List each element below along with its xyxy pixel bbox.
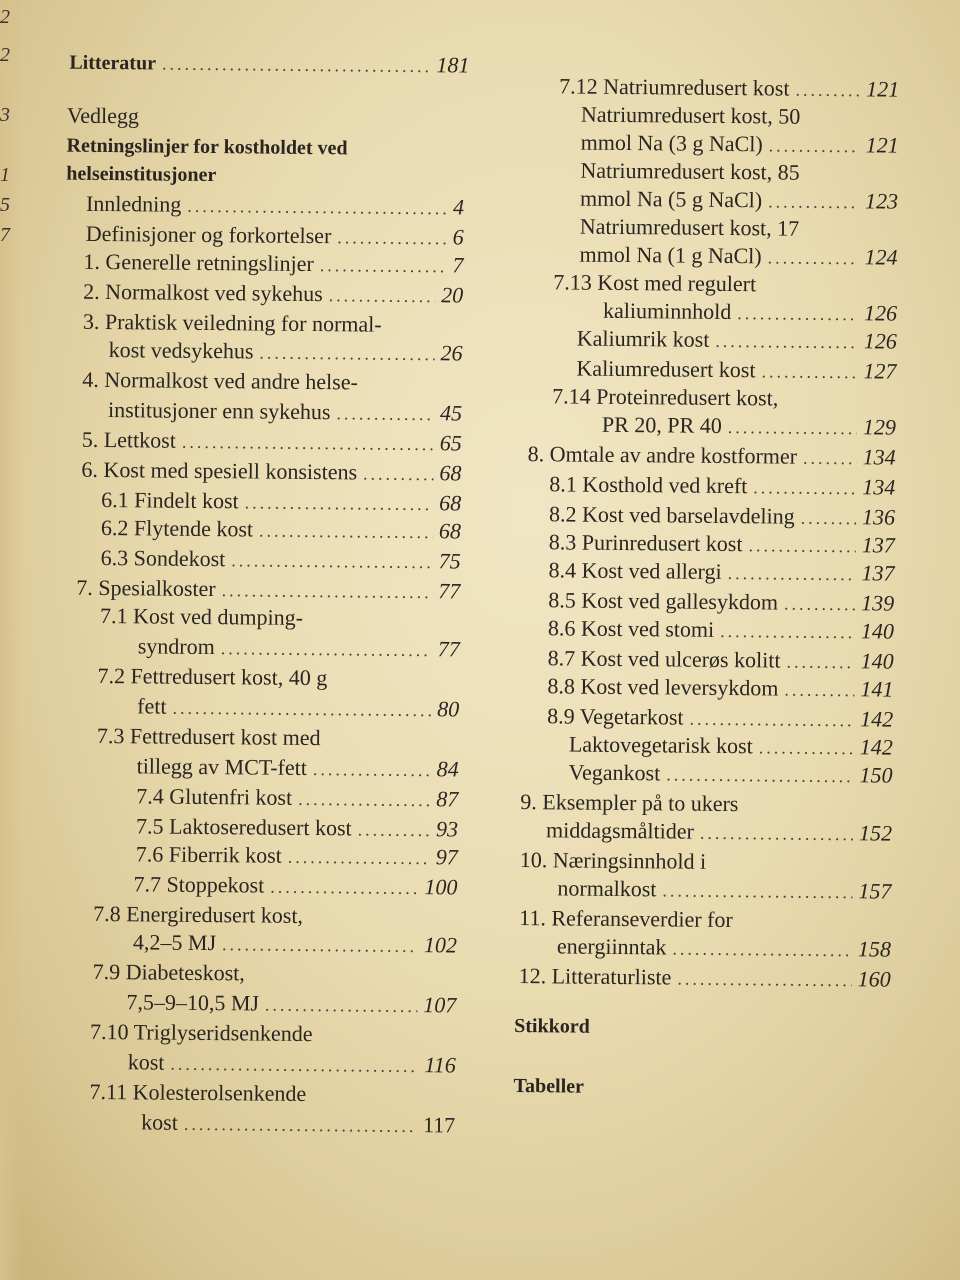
page-gutter	[0, 0, 22, 1280]
toc-entry-text: Laktovegetarisk kost	[568, 731, 753, 759]
toc-entry-text: normalkost	[557, 875, 657, 902]
toc-entry-text: 7.9 Diabeteskost,	[92, 958, 245, 986]
leader-dots	[162, 49, 431, 82]
toc-entry-page: 152	[858, 820, 893, 846]
toc-entry-text: 6.3 Sondekost	[100, 544, 226, 572]
toc-entry-text: 8.2 Kost ved barselavdeling	[548, 501, 795, 529]
toc-entry-text: mmol Na (5 g NaCl)	[580, 185, 763, 213]
toc-entry	[548, 555, 894, 588]
toc-entry-text: kost	[141, 1109, 179, 1135]
section-tabeller: Tabeller	[513, 1074, 585, 1098]
toc-entry-text: Definisjoner og forkortelser	[85, 220, 332, 249]
toc-entry	[83, 277, 463, 311]
toc-entry-page: 116	[424, 1052, 456, 1078]
toc-entry-page: 77	[438, 578, 461, 604]
toc-entry-text: Innledning	[85, 190, 182, 217]
leader-dots	[720, 616, 855, 647]
leader-dots	[666, 759, 854, 791]
leader-dots	[358, 814, 431, 845]
toc-entry-litteratur	[69, 47, 469, 81]
toc-entry-page: 142	[859, 734, 893, 760]
toc-entry	[82, 365, 462, 399]
toc-entry	[137, 691, 459, 724]
toc-entry-text: 7.7 Stoppekost	[133, 871, 265, 898]
toc-entry-text: energiinntak	[556, 933, 667, 960]
toc-entry-page: 181	[436, 52, 470, 78]
toc-entry-page: 75	[438, 548, 461, 574]
toc-entry-page: 45	[439, 400, 463, 426]
toc-entry-page: 160	[857, 966, 891, 992]
toc-entry	[133, 869, 457, 902]
toc-entry	[133, 927, 457, 960]
toc-entry-text: 9. Eksempler på to ukers	[520, 789, 739, 817]
toc-entry	[101, 543, 461, 576]
leader-dots	[795, 75, 860, 106]
toc-entry-text: 7,5–9–10,5 MJ	[126, 989, 260, 1016]
toc-entry-text: 7.5 Laktoseredusert kost	[135, 813, 352, 841]
toc-entry-text: 8.1 Kosthold ved kreft	[549, 471, 748, 499]
toc-entry-page: 136	[861, 504, 896, 530]
toc-entry-text: 7. Spesialkoster	[76, 574, 216, 602]
toc-entry	[138, 631, 460, 664]
toc-entry-text: 7.12 Natriumredusert kost	[559, 73, 790, 101]
leader-dots	[184, 1109, 417, 1141]
leader-dots	[677, 964, 852, 996]
toc-entry	[90, 1017, 456, 1051]
section-heading: helseinstitusjoner	[66, 162, 217, 187]
leader-dots	[700, 818, 853, 849]
toc-entry-text: 10. Næringsinnhold i	[519, 847, 707, 874]
toc-entry-text: 2. Normalkost ved sykehus	[83, 278, 323, 307]
leader-dots	[265, 990, 418, 1021]
toc-entry-text: Vegankost	[568, 759, 661, 786]
toc-entry-page: 87	[436, 786, 459, 812]
toc-entry	[128, 1047, 456, 1080]
leader-dots	[313, 754, 431, 785]
toc-entry-page: 158	[857, 936, 892, 962]
toc-entry-text: 8.7 Kost ved ulcerøs kolitt	[547, 645, 781, 673]
toc-entry-text: 8.6 Kost ved stomi	[547, 615, 715, 642]
toc-entry-text: Litteratur	[69, 51, 157, 75]
toc-entry-page: 93	[435, 816, 459, 842]
section-heading: Retningslinjer for kostholdet ved	[66, 134, 348, 160]
leader-dots	[753, 472, 856, 503]
toc-entry-text: 4,2–5 MJ	[132, 929, 217, 956]
toc-entry-text: 12. Litteraturliste	[518, 963, 672, 990]
toc-entry-page: 6	[452, 224, 464, 250]
toc-entry-text: 4. Normalkost ved andre helse-	[82, 366, 359, 395]
leader-dots	[801, 503, 857, 534]
leader-dots	[259, 338, 434, 370]
leader-dots	[221, 633, 432, 665]
toc-entry-text: 7.14 Proteinredusert kost,	[552, 383, 779, 411]
toc-entry-text: 7.3 Fettredusert kost med	[96, 722, 321, 751]
toc-entry-text: 1. Generelle retningslinjer	[83, 248, 314, 277]
toc-entry-text: kost vedsykehus	[108, 337, 254, 364]
toc-entry-page: 134	[862, 474, 896, 500]
leader-dots	[182, 427, 434, 459]
toc-entry-text: 7.13 Kost med regulert	[553, 269, 757, 297]
leader-dots	[803, 443, 857, 474]
leader-dots	[259, 516, 433, 548]
toc-entry-page: 7	[452, 252, 464, 278]
toc-entry	[83, 247, 463, 281]
toc-entry-page: 124	[864, 244, 898, 270]
toc-entry-page: 117	[422, 1112, 456, 1138]
toc-entry-text: PR 20, PR 40	[601, 411, 722, 438]
toc-entry-page: 97	[435, 844, 458, 870]
toc-entry	[126, 987, 456, 1020]
toc-entry	[602, 410, 896, 443]
toc-entry-page: 123	[864, 188, 899, 214]
toc-entry-text: 8.4 Kost ved allergi	[548, 557, 722, 584]
toc-entry-text: 3. Praktisk veiledning for normal-	[82, 308, 382, 337]
leader-dots	[270, 872, 418, 903]
toc-entry	[93, 957, 457, 990]
toc-entry-text: 11. Referanseverdier for	[519, 905, 733, 933]
toc-entry-page: 126	[863, 300, 898, 326]
toc-entry-page: 129	[862, 414, 897, 440]
leader-dots	[187, 191, 447, 223]
toc-entry-page: 140	[860, 618, 895, 644]
toc-entry-text: 8.5 Kost ved gallesykdom	[548, 587, 779, 615]
toc-entry-text: 7.10 Triglyseridsenkende	[89, 1018, 313, 1047]
toc-entry	[547, 671, 893, 704]
toc-entry-page: 141	[860, 676, 894, 702]
toc-entry-text: 8.9 Vegetarkost	[547, 703, 684, 730]
toc-entry-page: 157	[858, 878, 892, 904]
toc-entry-page: 126	[863, 328, 897, 354]
toc-entry-text: middagsmåltider	[545, 817, 695, 844]
toc-entry-page: 26	[440, 340, 463, 366]
leader-dots	[231, 545, 433, 577]
toc-entry-page: 4	[452, 194, 465, 220]
toc-entry	[549, 469, 895, 502]
toc-entry-text: mmol Na (1 g NaCl)	[579, 241, 762, 269]
toc-entry-page: 137	[861, 532, 895, 558]
leader-dots	[320, 250, 447, 281]
toc-entry-page: 107	[423, 992, 457, 1018]
toc-entry-text: institusjoner enn sykehus	[107, 397, 331, 425]
toc-entry-page: 100	[424, 874, 458, 900]
toc-entry	[82, 425, 462, 459]
toc-entry-text: 7.2 Fettredusert kost, 40 g	[97, 662, 328, 691]
leader-dots	[728, 558, 856, 589]
toc-entry-text: mmol Na (3 g NaCl)	[580, 129, 763, 157]
toc-entry	[81, 455, 461, 489]
leader-dots	[363, 459, 434, 490]
toc-entry-text: Kaliumrik kost	[576, 325, 710, 352]
toc-entry-text: 6.1 Findelt kost	[101, 486, 239, 514]
toc-entry-page: 68	[439, 490, 462, 516]
toc-entry-page: 150	[859, 762, 893, 788]
toc-entry-page: 134	[862, 444, 896, 470]
toc-entry-text: Kaliumredusert kost	[576, 355, 756, 383]
toc-entry-page: 102	[423, 932, 458, 958]
leader-dots	[170, 1049, 418, 1081]
toc-entry-text: kost	[127, 1049, 165, 1075]
toc-entry-text: 6. Kost med spesiell konsistens	[81, 456, 358, 485]
toc-entry-page: 80	[437, 696, 460, 722]
toc-entry	[109, 335, 463, 368]
toc-entry-text: tillegg av MCT-fett	[136, 753, 308, 780]
toc-entry	[519, 961, 891, 995]
leader-dots	[728, 412, 857, 443]
toc-entry	[101, 513, 461, 546]
toc-entry	[136, 839, 458, 872]
toc-entry-page: 84	[436, 756, 459, 782]
section-stikkord: Stikkord	[514, 1014, 590, 1038]
toc-entry-text: Natriumredusert kost, 50	[580, 101, 801, 129]
leader-dots	[672, 933, 852, 965]
toc-entry-text: 8.8 Kost ved leversykdom	[547, 673, 779, 701]
toc-entry-text: kaliuminnhold	[602, 297, 732, 325]
toc-entry-text: 8. Omtale av andre kostformer	[527, 441, 798, 469]
leader-dots	[662, 875, 852, 907]
toc-entry-page: 121	[866, 76, 900, 102]
leader-dots	[786, 647, 854, 678]
margin-number: 1	[0, 164, 10, 186]
toc-entry-text: 7.1 Kost ved dumping-	[99, 602, 304, 630]
toc-entry	[108, 395, 462, 428]
margin-number: 7	[0, 224, 10, 246]
margin-number: 5	[0, 194, 10, 216]
toc-entry-page: 68	[439, 460, 462, 486]
toc-entry-page: 137	[861, 560, 895, 586]
toc-entry-text: 8.3 Purinredusert kost	[548, 529, 743, 557]
toc-entry-text: 7.11 Kolesterolsenkende	[89, 1078, 307, 1106]
toc-entry	[557, 873, 891, 906]
section-vedlegg: Vedlegg	[66, 102, 140, 129]
leader-dots	[298, 784, 430, 815]
toc-entry	[136, 781, 458, 814]
toc-entry-text: 5. Lettkost	[81, 426, 177, 453]
toc-entry-page: 65	[439, 430, 462, 456]
toc-entry-text: Natriumredusert kost, 17	[579, 213, 800, 241]
toc-entry-page: 121	[865, 132, 899, 158]
toc-entry-page: 20	[441, 282, 464, 308]
toc-entry	[137, 751, 459, 784]
toc-entry	[546, 815, 892, 848]
toc-entry	[548, 613, 894, 646]
leader-dots	[288, 842, 430, 873]
toc-entry	[89, 1077, 455, 1111]
toc-entry-page: 68	[438, 518, 462, 544]
toc-entry-page: 127	[863, 358, 897, 384]
toc-entry	[100, 601, 460, 634]
margin-number: 3	[0, 104, 10, 126]
toc-entry	[577, 324, 897, 357]
toc-entry-text: 7.8 Energiredusert kost,	[93, 900, 304, 928]
toc-entry-page: 139	[861, 590, 895, 616]
toc-entry-text: 7.6 Fiberrik kost	[135, 841, 282, 868]
toc-entry	[557, 931, 891, 964]
leader-dots	[336, 398, 434, 429]
toc-entry	[141, 1107, 455, 1140]
leader-dots	[715, 326, 858, 357]
leader-dots	[784, 675, 854, 706]
leader-dots	[784, 589, 856, 620]
toc-entry	[97, 721, 459, 754]
toc-entry-page: 140	[860, 648, 894, 674]
leader-dots	[172, 693, 431, 725]
leader-dots	[329, 280, 436, 311]
toc-left-column	[0, 0, 480, 1138]
leader-dots	[222, 929, 418, 961]
toc-entry-page: 77	[437, 636, 460, 662]
margin-number: 2	[0, 44, 10, 66]
toc-entry-text: syndrom	[137, 633, 215, 660]
toc-entry	[568, 757, 892, 790]
toc-entry	[528, 439, 896, 473]
margin-number: 2	[0, 6, 10, 28]
toc-entry-text: 6.2 Flytende kost	[100, 514, 254, 542]
toc-entry	[97, 661, 459, 694]
toc-entry-text: 7.4 Glutenfri kost	[136, 783, 293, 810]
toc-entry-text: Natriumredusert kost, 85	[580, 157, 800, 185]
toc-entry-text: fett	[137, 693, 167, 719]
toc-entry-page: 142	[860, 706, 894, 732]
toc-entry	[86, 189, 464, 223]
